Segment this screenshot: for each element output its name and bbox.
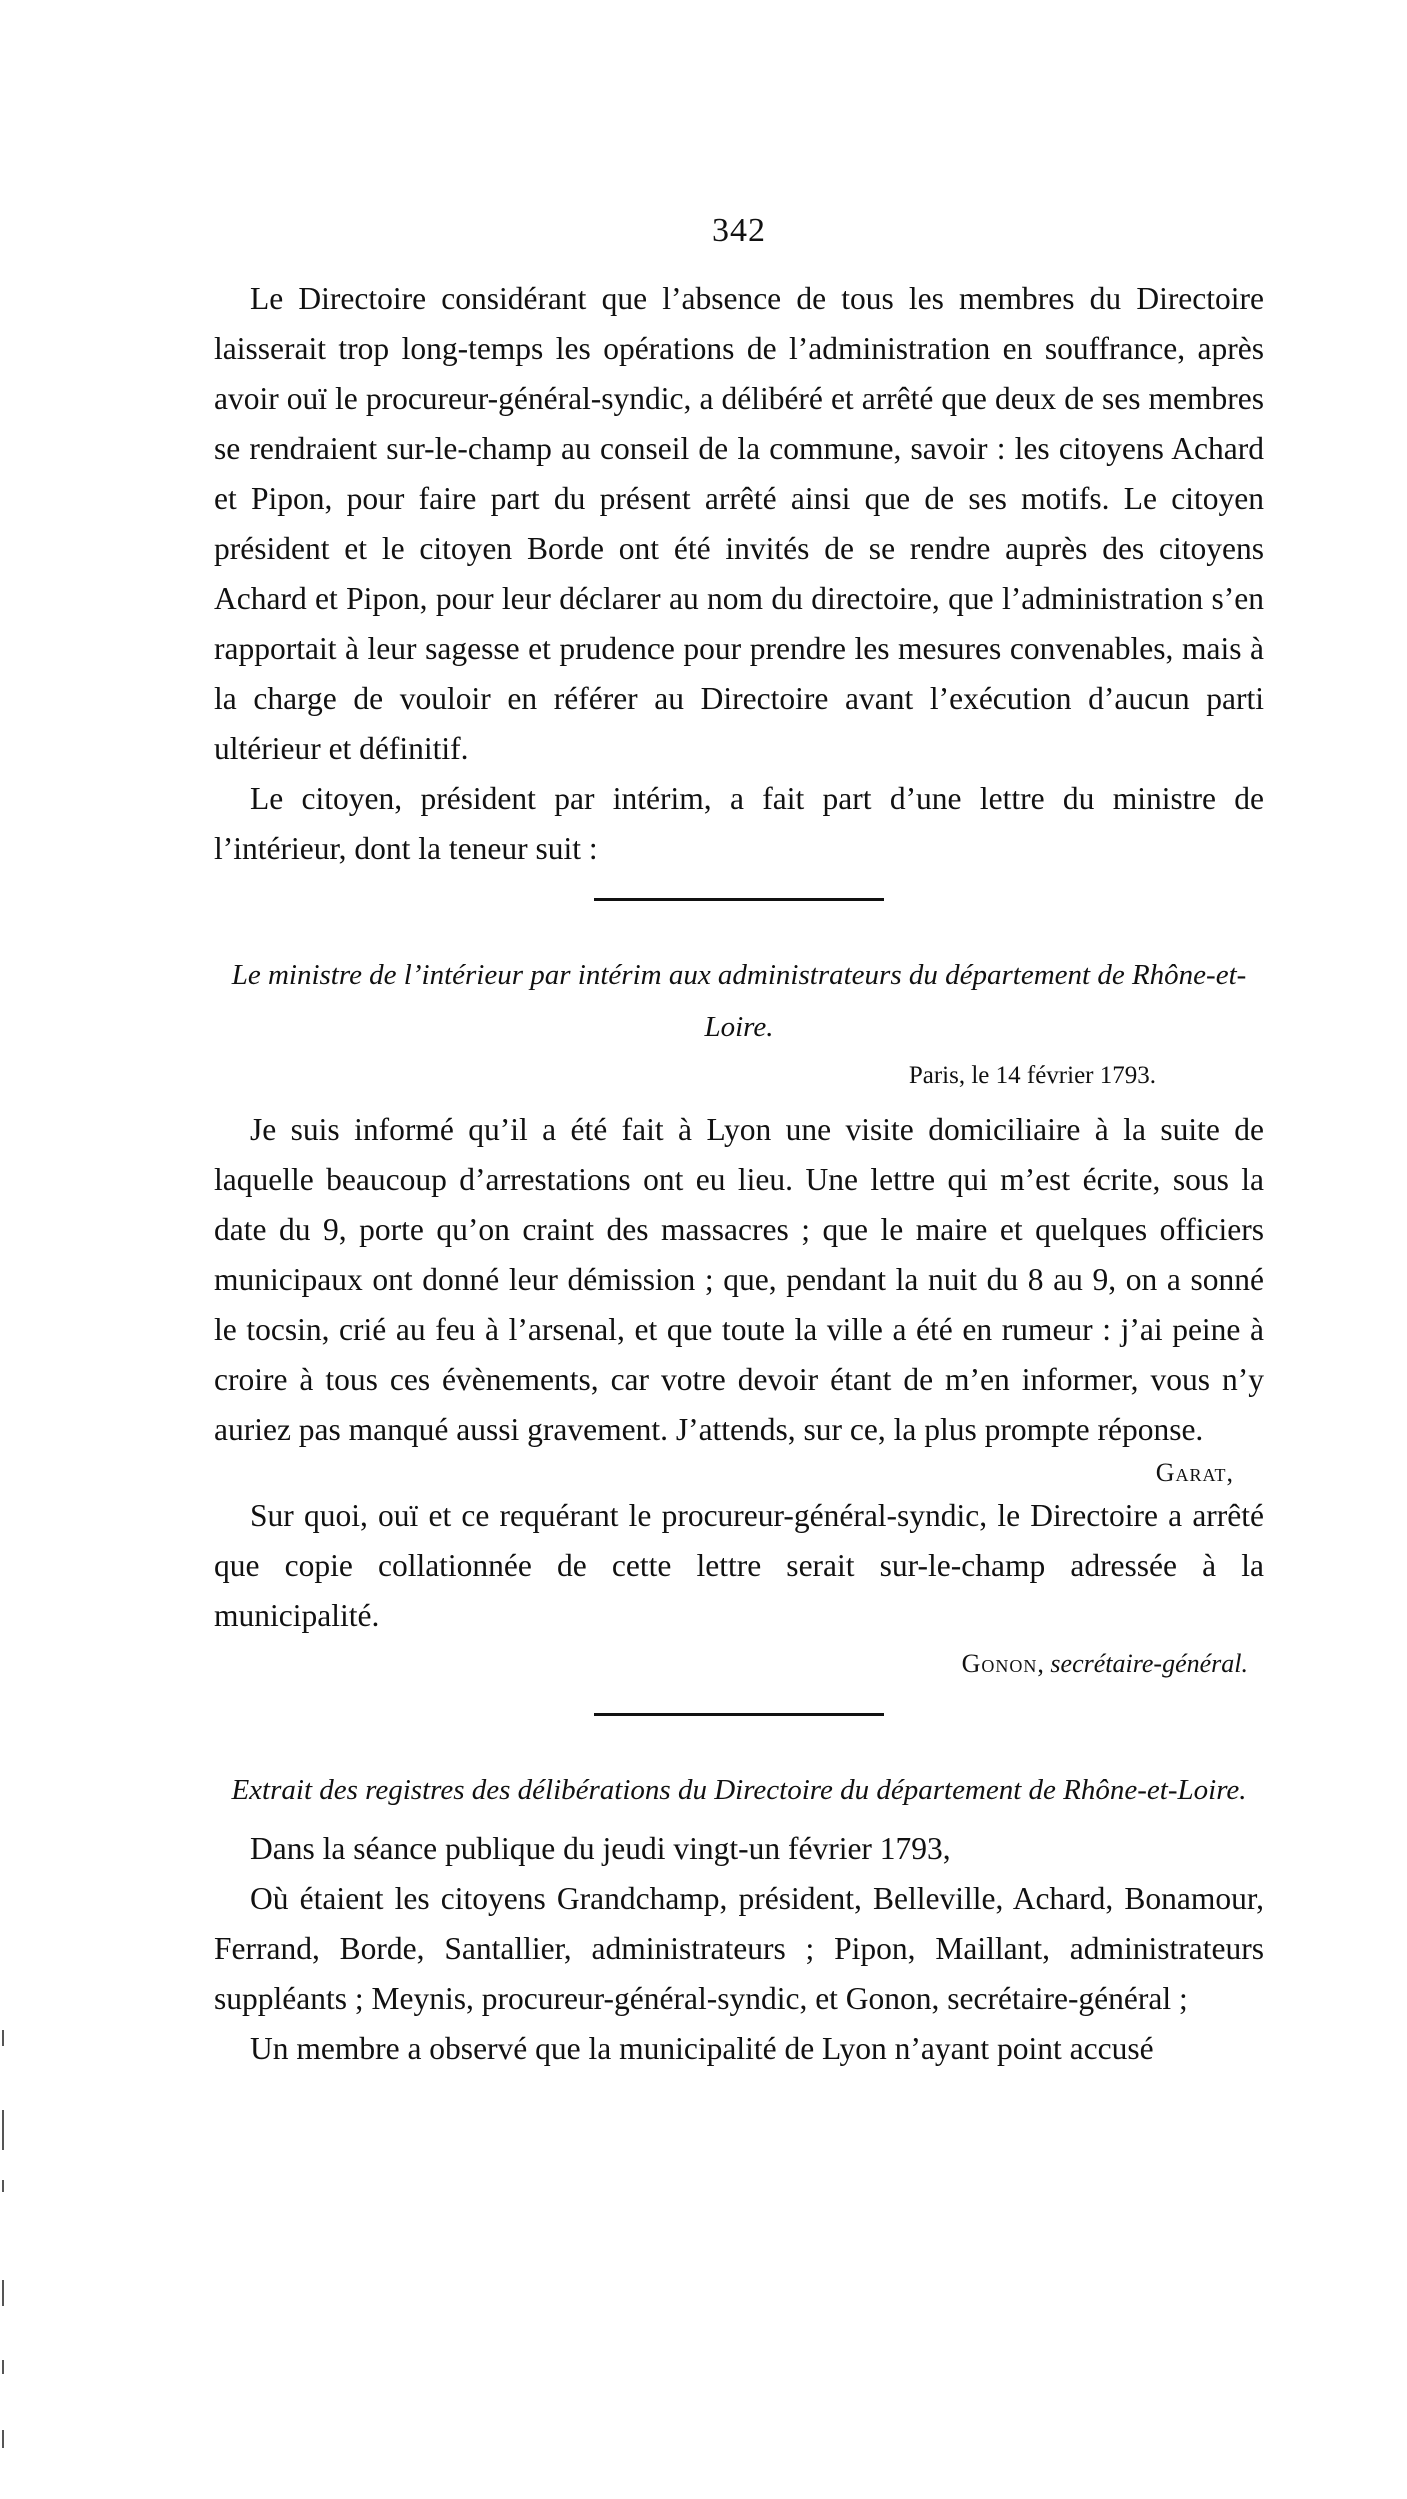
directoire-paragraph: Le Directoire considérant que l’absence de tous les membres du Directoire laisserait trop long-temps les opérations de l’administration en souffrance, après avoir ouï le procureur-général-syndic, a délibéré et arrêté que deux de ses membres se rendraient sur-le-champ au conseil de la commune, savoir : les citoyens Achard et Pipon, pour faire part du présent arrêté ainsi que de ses motifs. Le citoyen président et le citoyen Borde ont été invités de se rendre auprès des citoyens Achard et Pipon, pour leur déclarer au nom du directoire, que l’administration s’en rapportait à leur sagesse et prudence pour prendre les mesures convenables, mais à la charge de vouloir en référer au Directoire avant l’exécution d’aucun parti ultérieur et définitif.: [214, 281, 1264, 766]
extract-heading: Extrait des registres des délibérations du Directoire du département de Rhône-et-Loire.: [231, 1774, 1247, 1806]
secretary-signature: [214, 1641, 1248, 1687]
scan-margin-marks: [0, 2030, 6, 2450]
letter-heading: Le ministre de l’intérieur par intérim aux administrateurs du département de Rhône-et-Loire.: [231, 959, 1247, 1043]
letter-body: Je suis informé qu’il a été fait à Lyon une visite domiciliaire à la suite de laquelle beaucoup d’arrestations ont eu lieu. Une lettre qui m’est écrite, sous la date du 9, porte qu’on craint des massacres ; que le maire et quelques officiers municipaux ont donné leur démission ; que, pendant la nuit du 8 au 9, on a sonné le tocsin, crié au feu à l’arsenal, et que toute la ville a été en rumeur : j’ai peine à croire à tous ces évènements, car votre devoir étant de m’en informer, vous n’y auriez pas manqué aussi gravement. J’attends, sur ce, la plus prompte réponse.: [214, 1112, 1264, 1447]
minister-letter-intro: Le citoyen, président par intérim, a fait part d’une lettre du ministre de l’intérieur, dont la teneur suit :: [214, 781, 1264, 866]
letter-signature: Garat,: [1155, 1458, 1234, 1487]
secretary-title: secrétaire-général.: [1050, 1649, 1248, 1678]
secretary-separator: ,: [1037, 1649, 1051, 1678]
section-divider-2: [594, 1713, 884, 1716]
book-page: [214, 214, 1264, 2074]
session-date-line: Dans la séance publique du jeudi vingt-un février 1793,: [250, 1831, 951, 1866]
section-divider: [594, 898, 884, 901]
page-number: 342: [712, 212, 766, 249]
attendees-paragraph: Où étaient les citoyens Grandchamp, président, Belleville, Achard, Bonamour, Ferrand, Borde, Santallier, administrateurs ; Pipon, Maillant, administrateurs suppléants ; Meynis, procureur-général-syndic, et Gonon, secrétaire-général ;: [214, 1881, 1264, 2016]
secretary-name: Gonon: [961, 1649, 1038, 1678]
letter-dateline: Paris, le 14 février 1793.: [908, 1062, 1156, 1089]
decision-paragraph: Sur quoi, ouï et ce requérant le procureur-général-syndic, le Directoire a arrêté que copie collationnée de cette lettre serait sur-le-champ adressée à la municipalité.: [214, 1498, 1264, 1633]
member-observation-paragraph: Un membre a observé que la municipalité de Lyon n’ayant point accusé: [250, 2031, 1154, 2066]
